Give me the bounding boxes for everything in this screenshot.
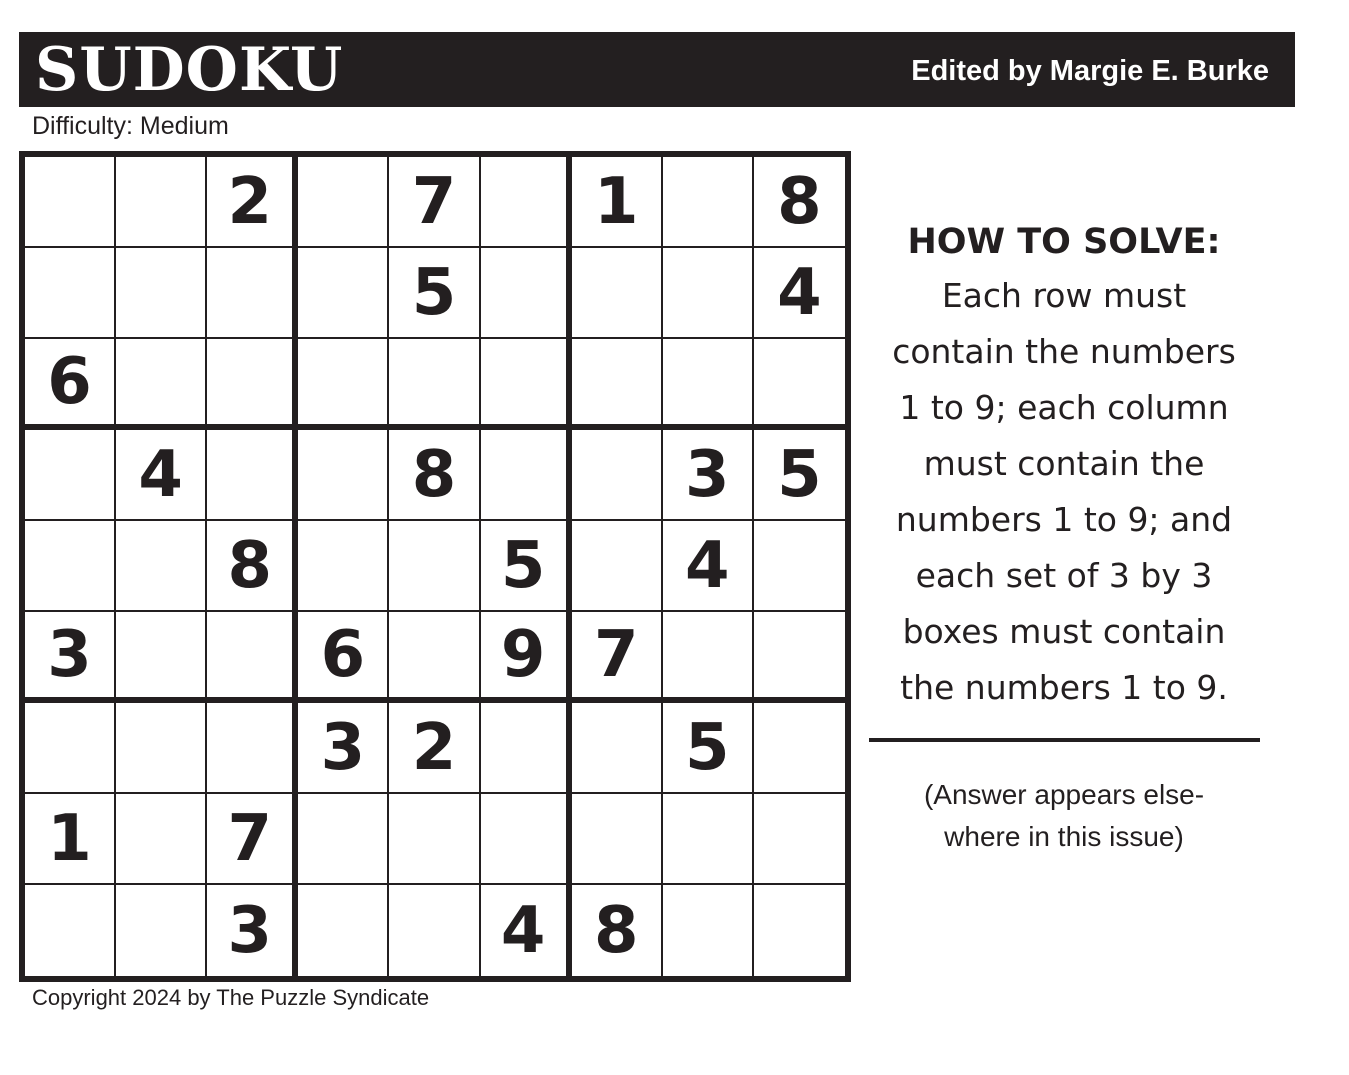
given-cell: 7 <box>389 157 480 248</box>
given-cell: 5 <box>481 521 572 612</box>
given-cell: 3 <box>663 430 754 521</box>
given-cell: 4 <box>116 430 207 521</box>
empty-cell[interactable] <box>298 521 389 612</box>
instruction-line: the numbers 1 to 9. <box>900 668 1228 707</box>
given-cell: 5 <box>754 430 845 521</box>
empty-cell[interactable] <box>572 339 663 430</box>
answer-note-line: where in this issue) <box>944 821 1184 852</box>
instruction-line: numbers 1 to 9; and <box>895 500 1233 539</box>
empty-cell[interactable] <box>572 703 663 794</box>
empty-cell[interactable] <box>481 157 572 248</box>
given-cell: 6 <box>25 339 116 430</box>
given-cell: 9 <box>481 612 572 703</box>
empty-cell[interactable] <box>481 794 572 885</box>
empty-cell[interactable] <box>481 430 572 521</box>
given-cell: 7 <box>572 612 663 703</box>
given-cell: 4 <box>663 521 754 612</box>
sudoku-logo: SUDOKU <box>35 35 344 105</box>
answer-note <box>866 774 1262 858</box>
given-cell: 7 <box>207 794 298 885</box>
instruction-line: Each row must <box>941 276 1187 315</box>
empty-cell[interactable] <box>25 885 116 976</box>
empty-cell[interactable] <box>754 703 845 794</box>
given-cell: 3 <box>207 885 298 976</box>
empty-cell[interactable] <box>116 521 207 612</box>
empty-cell[interactable] <box>116 885 207 976</box>
empty-cell[interactable] <box>663 794 754 885</box>
empty-cell[interactable] <box>298 157 389 248</box>
empty-cell[interactable] <box>389 612 480 703</box>
empty-cell[interactable] <box>389 794 480 885</box>
instruction-line: 1 to 9; each column <box>899 388 1229 427</box>
empty-cell[interactable] <box>25 157 116 248</box>
given-cell: 8 <box>389 430 480 521</box>
empty-cell[interactable] <box>116 703 207 794</box>
empty-cell[interactable] <box>663 339 754 430</box>
given-cell: 1 <box>572 157 663 248</box>
empty-cell[interactable] <box>754 521 845 612</box>
empty-cell[interactable] <box>298 430 389 521</box>
empty-cell[interactable] <box>389 339 480 430</box>
how-to-solve-body <box>866 268 1262 716</box>
empty-cell[interactable] <box>663 612 754 703</box>
empty-cell[interactable] <box>116 157 207 248</box>
given-cell: 8 <box>572 885 663 976</box>
empty-cell[interactable] <box>572 248 663 339</box>
empty-cell[interactable] <box>298 339 389 430</box>
empty-cell[interactable] <box>663 157 754 248</box>
empty-cell[interactable] <box>25 430 116 521</box>
answer-note-line: (Answer appears else- <box>923 779 1205 810</box>
empty-cell[interactable] <box>207 248 298 339</box>
empty-cell[interactable] <box>207 430 298 521</box>
how-to-solve-title: HOW TO SOLVE: <box>907 222 1221 262</box>
header-bar <box>19 32 1295 107</box>
empty-cell[interactable] <box>298 885 389 976</box>
given-cell: 8 <box>754 157 845 248</box>
empty-cell[interactable] <box>481 339 572 430</box>
instruction-line: each set of 3 by 3 <box>915 556 1213 595</box>
empty-cell[interactable] <box>25 703 116 794</box>
empty-cell[interactable] <box>754 885 845 976</box>
editor-credit: Edited by Margie E. Burke <box>911 55 1269 87</box>
given-cell: 2 <box>207 157 298 248</box>
empty-cell[interactable] <box>116 612 207 703</box>
given-cell: 3 <box>25 612 116 703</box>
difficulty-label: Difficulty: Medium <box>32 112 229 140</box>
empty-cell[interactable] <box>207 339 298 430</box>
sudoku-grid <box>19 151 851 982</box>
empty-cell[interactable] <box>481 248 572 339</box>
copyright-notice: Copyright 2024 by The Puzzle Syndicate <box>32 985 430 1010</box>
given-cell: 4 <box>754 248 845 339</box>
given-cell: 1 <box>25 794 116 885</box>
empty-cell[interactable] <box>207 612 298 703</box>
empty-cell[interactable] <box>572 794 663 885</box>
given-cell: 5 <box>663 703 754 794</box>
how-to-solve-panel <box>866 216 1262 716</box>
empty-cell[interactable] <box>663 248 754 339</box>
empty-cell[interactable] <box>572 521 663 612</box>
empty-cell[interactable] <box>116 794 207 885</box>
given-cell: 2 <box>389 703 480 794</box>
empty-cell[interactable] <box>298 248 389 339</box>
empty-cell[interactable] <box>25 248 116 339</box>
empty-cell[interactable] <box>116 248 207 339</box>
empty-cell[interactable] <box>298 794 389 885</box>
instruction-line: boxes must contain <box>902 612 1226 651</box>
empty-cell[interactable] <box>754 612 845 703</box>
given-cell: 8 <box>207 521 298 612</box>
empty-cell[interactable] <box>572 430 663 521</box>
empty-cell[interactable] <box>116 339 207 430</box>
empty-cell[interactable] <box>754 339 845 430</box>
empty-cell[interactable] <box>754 794 845 885</box>
empty-cell[interactable] <box>207 703 298 794</box>
empty-cell[interactable] <box>663 885 754 976</box>
empty-cell[interactable] <box>389 521 480 612</box>
given-cell: 5 <box>389 248 480 339</box>
given-cell: 6 <box>298 612 389 703</box>
empty-cell[interactable] <box>481 703 572 794</box>
divider-line <box>869 738 1260 742</box>
empty-cell[interactable] <box>389 885 480 976</box>
given-cell: 4 <box>481 885 572 976</box>
instruction-line: contain the numbers <box>892 332 1236 371</box>
instruction-line: must contain the <box>923 444 1205 483</box>
empty-cell[interactable] <box>25 521 116 612</box>
given-cell: 3 <box>298 703 389 794</box>
